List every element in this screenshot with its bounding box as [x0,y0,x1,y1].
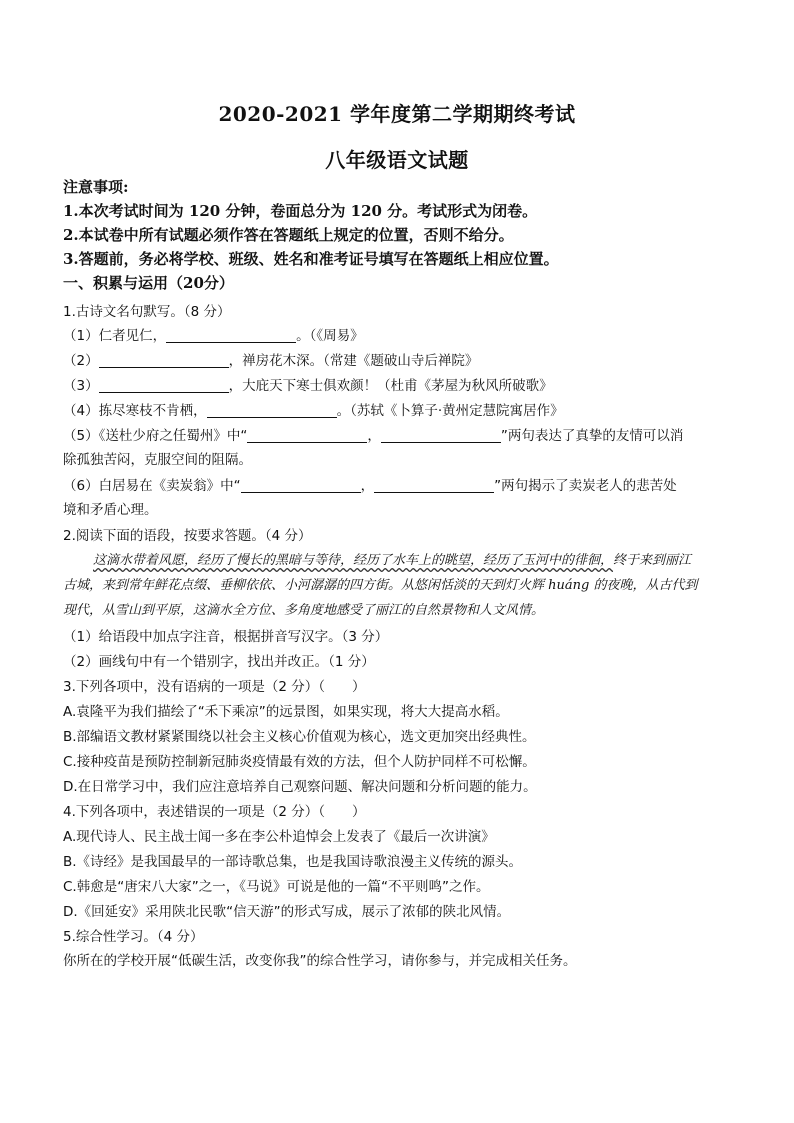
q4-option-a: A.现代诗人、民主战士闻一多在李公朴追悼会上发表了《最后一次讲演》 [63,829,495,845]
q1-item-5-tail: ”两句表达了真挚的友情可以消 [500,428,684,444]
q1-item-5-cont: 除孤独苦闷，克服空间的阻隔。 [63,452,252,468]
q1-item-4-text: （4）拣尽寒枝不肯栖， [63,403,207,419]
q1-item-6-tail: ”两句揭示了卖炭老人的悲苦处 [494,478,677,494]
q1-item-2 [63,349,478,369]
q1-item-2-source: ，禅房花木深。（常建《题破山寺后禅院》 [228,353,479,369]
q1-item-6-sep: ， [360,478,375,494]
passage-line-3: 现代，从雪山到平原，这滴水全方位、多角度地感受了丽江的自然景物和人文风情。 [63,603,545,618]
q1-item-5 [63,424,683,444]
notice-item-2: 2.本试卷中所有试题必须作答在答题纸上规定的位置，否则不给分。 [63,226,514,244]
answer-blank[interactable] [374,478,494,493]
q1-item-6 [63,474,677,494]
q3-option-b: B.部编语文教材紧紧围绕以社会主义核心价值观为核心，选文更加突出经典性。 [63,729,536,745]
q1-stem: 1.古诗文名句默写。（8 分） [63,304,231,320]
answer-blank[interactable] [99,353,229,368]
q1-item-5-sep: ， [367,428,381,444]
answer-blank[interactable] [241,478,361,493]
q3-stem: 3.下列各项中，没有语病的一项是（2 分）（ ） [63,679,366,695]
exam-subtitle: 八年级语文试题 [325,148,469,172]
notice-item-1: 1.本次考试时间为 120 分钟，卷面总分为 120 分。考试形式为闭卷。 [63,202,538,220]
q3-option-d: D.在日常学习中，我们应注意培养自己观察问题、解决问题和分析问题的能力。 [63,779,537,795]
answer-blank[interactable] [166,328,296,343]
q4-option-b: B.《诗经》是我国最早的一部诗歌总集，也是我国诗歌浪漫主义传统的源头。 [63,854,523,870]
q1-item-1-text: （1）仁者见仁， [63,328,167,344]
q1-item-3 [63,374,553,394]
answer-blank[interactable] [381,428,501,443]
q2-sub-1: （1）给语段中加点字注音，根据拼音写汉字。（3 分） [63,629,389,645]
q5-stem: 5.综合性学习。（4 分） [63,929,204,945]
notice-item-3: 3.答题前，务必将学校、班级、姓名和准考证号填写在答题纸上相应位置。 [63,250,559,268]
q1-item-6-cont: 境和矛盾心理。 [63,502,158,518]
q4-stem: 4.下列各项中，表述错误的一项是（2 分）（ ） [63,804,366,820]
passage-line-1 [93,549,691,568]
q2-sub-2: （2）画线句中有一个错别字，找出并改正。（1 分） [63,654,375,670]
q3-option-a: A.袁隆平为我们描绘了“禾下乘凉”的远景图，如果实现，将大大提高水稻。 [63,704,509,720]
q1-item-6-text: （6）白居易在《卖炭翁》中“ [63,478,241,494]
q1-item-3-text: （3） [63,378,99,394]
passage-line-2: 古城，来到常年鲜花点缀、垂柳依依、小河潺潺的四方街。从悠闲恬淡的天到灯火辉 huáng 的夜晚，从古代到 [63,578,698,593]
q1-item-4 [63,399,564,419]
q2-stem: 2.阅读下面的语段，按要求答题。（4 分） [63,528,312,544]
q4-option-d: D.《回延安》采用陕北民歌“信天游”的形式写成，展示了浓郁的陕北风情。 [63,904,511,920]
q5-intro: 你所在的学校开展“低碳生活，改变你我”的综合性学习，请你参与，并完成相关任务。 [63,953,577,969]
q1-item-3-source: ，大庇天下寒士俱欢颜！（杜甫《茅屋为秋风所破歌》 [228,378,553,394]
q1-item-5-text: （5）《送杜少府之任蜀州》中“ [63,428,248,444]
q1-item-2-text: （2） [63,353,99,369]
q1-item-1-source: 。（《周易》 [296,328,364,344]
notice-heading: 注意事项: [63,178,129,196]
answer-blank[interactable] [247,428,367,443]
q3-option-c: C.接种疫苗是预防控制新冠肺炎疫情最有效的方法，但个人防护同样不可松懈。 [63,754,536,770]
exam-title: 2020-2021 学年度第二学期期终考试 [218,102,576,126]
q1-item-4-source: 。（苏轼《卜算子·黄州定慧院寓居作》 [336,403,564,419]
underlined-sentence: 这滴水带着风愿，经历了慢长的黑暗与等待，经历了水车上的眺望，经历了玉河中的徘徊， [93,553,614,568]
q4-option-c: C.韩愈是“唐宋八大家”之一，《马说》可说是他的一篇“不平则鸣”之作。 [63,879,490,895]
passage-line-1-rest: 终于来到丽江 [613,553,692,568]
q1-item-1 [63,324,364,344]
section-heading: 一、积累与运用（20分） [63,274,234,292]
answer-blank[interactable] [99,378,229,393]
answer-blank[interactable] [207,403,337,418]
